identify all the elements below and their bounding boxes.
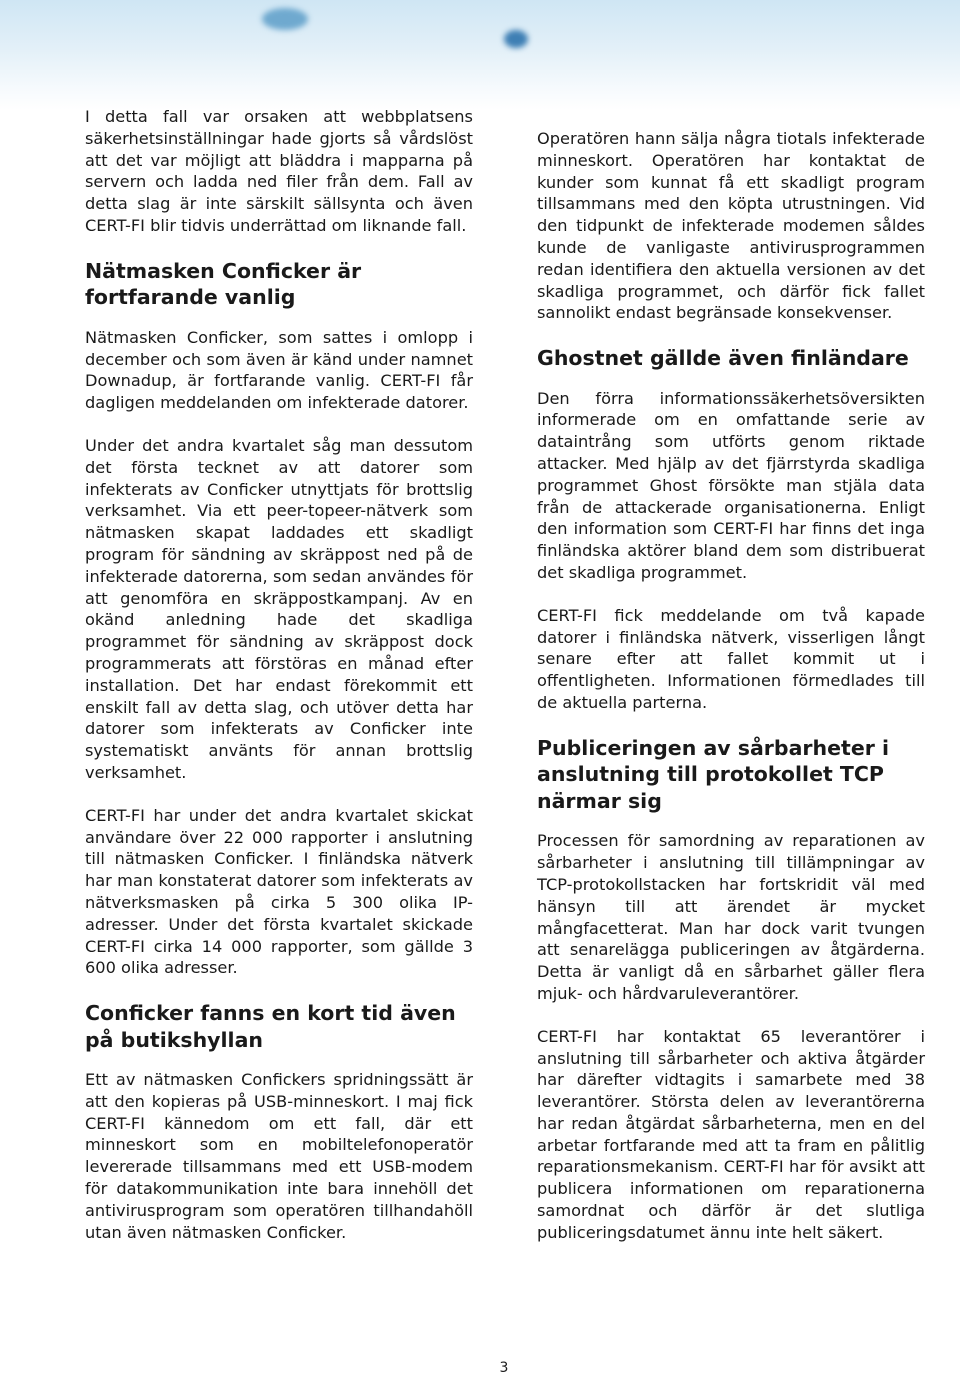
left-column <box>85 106 473 1264</box>
paragraph: Nätmasken Conficker, som sattes i omlopp i december och som även är känd under namnet Downadup, är fortfarande vanlig. CERT-FI får dagligen meddelanden om infekterade datorer. <box>85 327 473 413</box>
paragraph: CERT-FI har kontaktat 65 leverantörer i anslutning till sårbarheter och aktiva åtgärder har därefter vidtagits i samarbete med 38 leverantörer. Största delen av leverantörerna har redan åtgärdat sårbarheterna, men en del arbetar fortfarande med att ta fram en pålitlig reparationsmekanism. CERT-FI har för avsikt att publicera informationen om reparationerna samordnat och därför är det slutliga publiceringsdatumet ännu inte helt säkert. <box>537 1026 925 1242</box>
header-decoration <box>0 0 960 110</box>
section-heading: Nätmasken Conficker är fortfarande vanlig <box>85 258 362 310</box>
paragraph: Operatören hann sälja några tiotals infekterade minneskort. Operatören har kontaktat de kunder som kunnat få ett skadligt program tillsammans med den köpta utrustningen. Vid den tidpunkt de infekterade modemen såldes kunde de vanligaste antivirusprogrammen redan identifiera den aktuella versionen av det skadliga programmet, och därför fick fallet sannolikt endast begränsade konsekvenser. <box>537 129 925 323</box>
paragraph: I detta fall var orsaken att webbplatsens säkerhetsinställningar hade gjorts så vårdslöst att det var möjligt att bläddra i mapparna på servern och ladda ned filer från dem. Fall av detta slag är inte särskilt sällsynta och även CERT-FI blir tidvis underrättad om liknande fall. <box>85 107 473 235</box>
decorative-blob <box>504 30 528 48</box>
paragraph: Den förra informationssäkerhetsöversikten informerade om en omfattande serie av dataintrång som utförts genom riktade attacker. Med hjälp av det fjärrstyrda skadliga programmet Ghost försökte man stjäla data från de attackerade organisationerna. Enligt den information som CERT-FI har finns det inga finländska aktörer bland dem som distribuerat det skadliga programmet. <box>537 388 925 583</box>
section-heading: Conficker fanns en kort tid även på butikshyllan <box>85 1001 456 1052</box>
paragraph: Processen för samordning av reparationen av sårbarheter i anslutning till tillämpningar av TCP-protokollstacken har fortskridit väl med hänsyn till att ärendet är mycket mångfacetterat. Man har dock varit tvungen att senarelägga publiceringen av åtgärderna. Detta är vanligt då en sårbarhet gäller flera mjuk- och hårdvaruleverantörer. <box>537 831 925 1003</box>
paragraph: Ett av nätmasken Confickers spridningssätt är att den kopieras på USB-minneskort. I maj fick CERT-FI kännedom om ett fall, där ett minneskort som en mobiltelefonoperatör levererade tillsammans med ett USB-modem för datakommunikation inte bara innehöll det antivirusprogram som operatören tillhandahöll utan även nätmasken Conficker. <box>85 1070 473 1242</box>
paragraph: CERT-FI fick meddelande om två kapade datorer i finländska nätverk, visserligen långt senare efter att fallet kommit ut i offentligheten. Informationen förmedlades till de aktuella parterna. <box>537 605 925 713</box>
section-heading: Publiceringen av sårbarheter i anslutning till protokollet TCP närmar sig <box>537 735 890 813</box>
page-number: 3 <box>499 1360 509 1376</box>
right-column <box>537 128 925 1265</box>
decorative-blob <box>262 8 308 30</box>
paragraph: Under det andra kvartalet såg man dessutom det första tecknet av att datorer som infekterats av Conficker utnyttjats för brottslig verksamhet. Via ett peer-topeer-nätverk som nätmasken skapat laddades ett skadligt program för sändning av skräppost ned på de infekterade datorerna, som sedan användes för att genomföra en skräppostkampanj. Av en okänd anledning hade det skadliga programmet för sändning av skräppost dock programmerats att förstöras en månad efter installation. Det har endast förekommit ett enskilt fall av detta slag, och utöver detta har datorer som infekterats av Conficker inte systematiskt använts för annan brottslig verksamhet. <box>85 435 473 782</box>
section-heading: Ghostnet gällde även finländare <box>537 346 909 371</box>
paragraph: CERT-FI har under det andra kvartalet skickat användare över 22 000 rapporter i anslutning till nätmasken Conficker. I finländska nätverk har man konstaterat datorer som infekterats av nätverksmasken på cirka 5 300 olika IP-adresser. Under det första kvartalet skickade CERT-FI cirka 14 000 rapporter, som gällde 3 600 olika adresser. <box>85 805 473 978</box>
